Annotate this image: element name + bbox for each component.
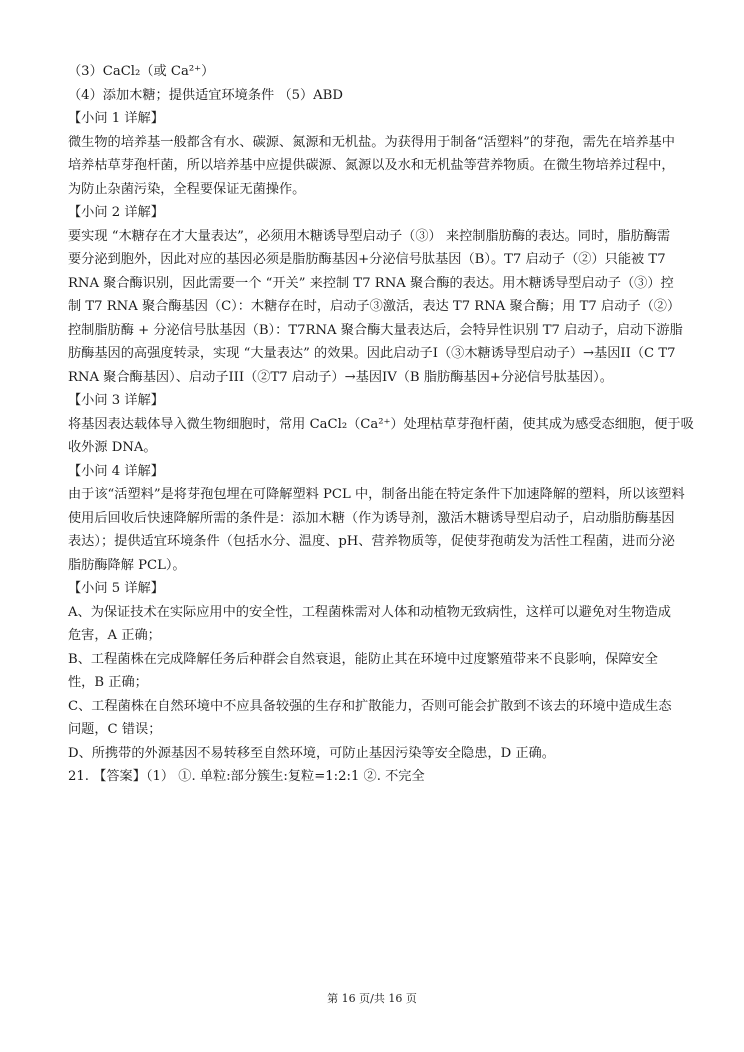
- paragraph-line: 肪酶基因的高强度转录，实现 “大量表达” 的效果。因此启动子I（③木糖诱导型启动子）→基因II（C T7: [68, 346, 676, 361]
- paragraph-line: 脂肪酶降解 PCL）。: [68, 557, 186, 573]
- section-heading-q3: 【小问 3 详解】: [68, 393, 164, 408]
- paragraph-line: 收外源 DNA。: [68, 440, 157, 455]
- paragraph-line: 要分泌到胞外，因此对应的基因必须是脂肪酶基因+分泌信号肽基因（B）。T7 启动子（②）只能被 T7: [68, 252, 666, 267]
- paragraph-line: 使用后回收后快速降解所需的条件是：添加木糖（作为诱导剂，激活木糖诱导型启动子，启动脂肪酶基因: [68, 510, 675, 526]
- paragraph-line: 控制脂肪酶 + 分泌信号肽基因（B）：T7RNA 聚合酶大量表达后，会特异性识别 T7 启动子，启动下游脂: [68, 322, 683, 338]
- paragraph-line: 微生物的培养基一般都含有水、碳源、氮源和无机盐。为获得用于制备“活塑料”的芽孢，需先在培养基中: [68, 134, 675, 150]
- option-c-line: C、工程菌株在自然环境中不应具备较强的生存和扩散能力，否则可能会扩散到不该去的环境中造成生态: [68, 698, 672, 714]
- section-heading-q1: 【小问 1 详解】: [68, 111, 164, 126]
- paragraph-line: RNA 聚合酶基因）、启动子III（②T7 启动子）→基因IV（B 脂肪酶基因+分泌信号肽基因）。: [68, 369, 613, 385]
- option-b-line: B、工程菌株在完成降解任务后种群会自然衰退，能防止其在环境中过度繁殖带来不良影响，保障安全: [68, 651, 658, 667]
- paragraph-line: 将基因表达载体导入微生物细胞时，常用 CaCl₂（Ca²⁺）处理枯草芽孢杆菌，使其成为感受态细胞，便于吸: [68, 416, 694, 432]
- paragraph-line: 由于该“活塑料”是将芽孢包埋在可降解塑料 PCL 中，制备出能在特定条件下加速降解的塑料，所以该塑料: [68, 487, 685, 502]
- section-heading-q4: 【小问 4 详解】: [68, 463, 164, 479]
- question-21-answer: 21. 【答案】（1） ①. 单粒:部分簇生:复粒=1:2:1 ②. 不完全: [68, 769, 425, 784]
- answer-line-3: （3）CaCl₂（或 Ca²⁺）: [68, 64, 215, 79]
- option-d-line: D、所携带的外源基因不易转移至自然环境，可防止基因污染等安全隐患，D 正确。: [68, 745, 555, 761]
- option-a-line: A、为保证技术在实际应用中的安全性，工程菌株需对人体和动植物无致病性，这样可以避免对生物造成: [68, 604, 671, 620]
- answer-line-4-5: （4）添加木糖；提供适宜环境条件 （5）ABD: [68, 87, 343, 103]
- page-number-footer: 第 16 页/共 16 页: [327, 992, 417, 1005]
- paragraph-line: RNA 聚合酶识别，因此需要一个 “开关” 来控制 T7 RNA 聚合酶的表达。用木糖诱导型启动子（③）控: [68, 275, 674, 291]
- paragraph-line: 培养枯草芽孢杆菌，所以培养基中应提供碳源、氮源以及水和无机盐等营养物质。在微生物培养过程中，: [68, 158, 675, 173]
- option-b-line: 性，B 正确；: [68, 675, 148, 690]
- paragraph-line: 为防止杂菌污染，全程要保证无菌操作。: [68, 181, 306, 197]
- option-a-line: 危害，A 正确；: [68, 628, 161, 643]
- option-c-line: 问题，C 错误；: [68, 722, 162, 737]
- paragraph-line: 要实现 “木糖存在才大量表达”，必须用木糖诱导型启动子（③） 来控制脂肪酶的表达。同时，脂肪酶需: [68, 228, 671, 244]
- section-heading-q2: 【小问 2 详解】: [68, 205, 164, 220]
- section-heading-q5: 【小问 5 详解】: [68, 581, 164, 596]
- paragraph-line: 表达）；提供适宜环境条件（包括水分、温度、pH、营养物质等，促使芽孢萌发为活性工程菌，进而分泌: [68, 534, 675, 549]
- document-body: [68, 60, 694, 789]
- paragraph-line: 制 T7 RNA 聚合酶基因（C）：木糖存在时，启动子③激活，表达 T7 RNA 聚合酶；用 T7 启动子（②）: [68, 299, 681, 314]
